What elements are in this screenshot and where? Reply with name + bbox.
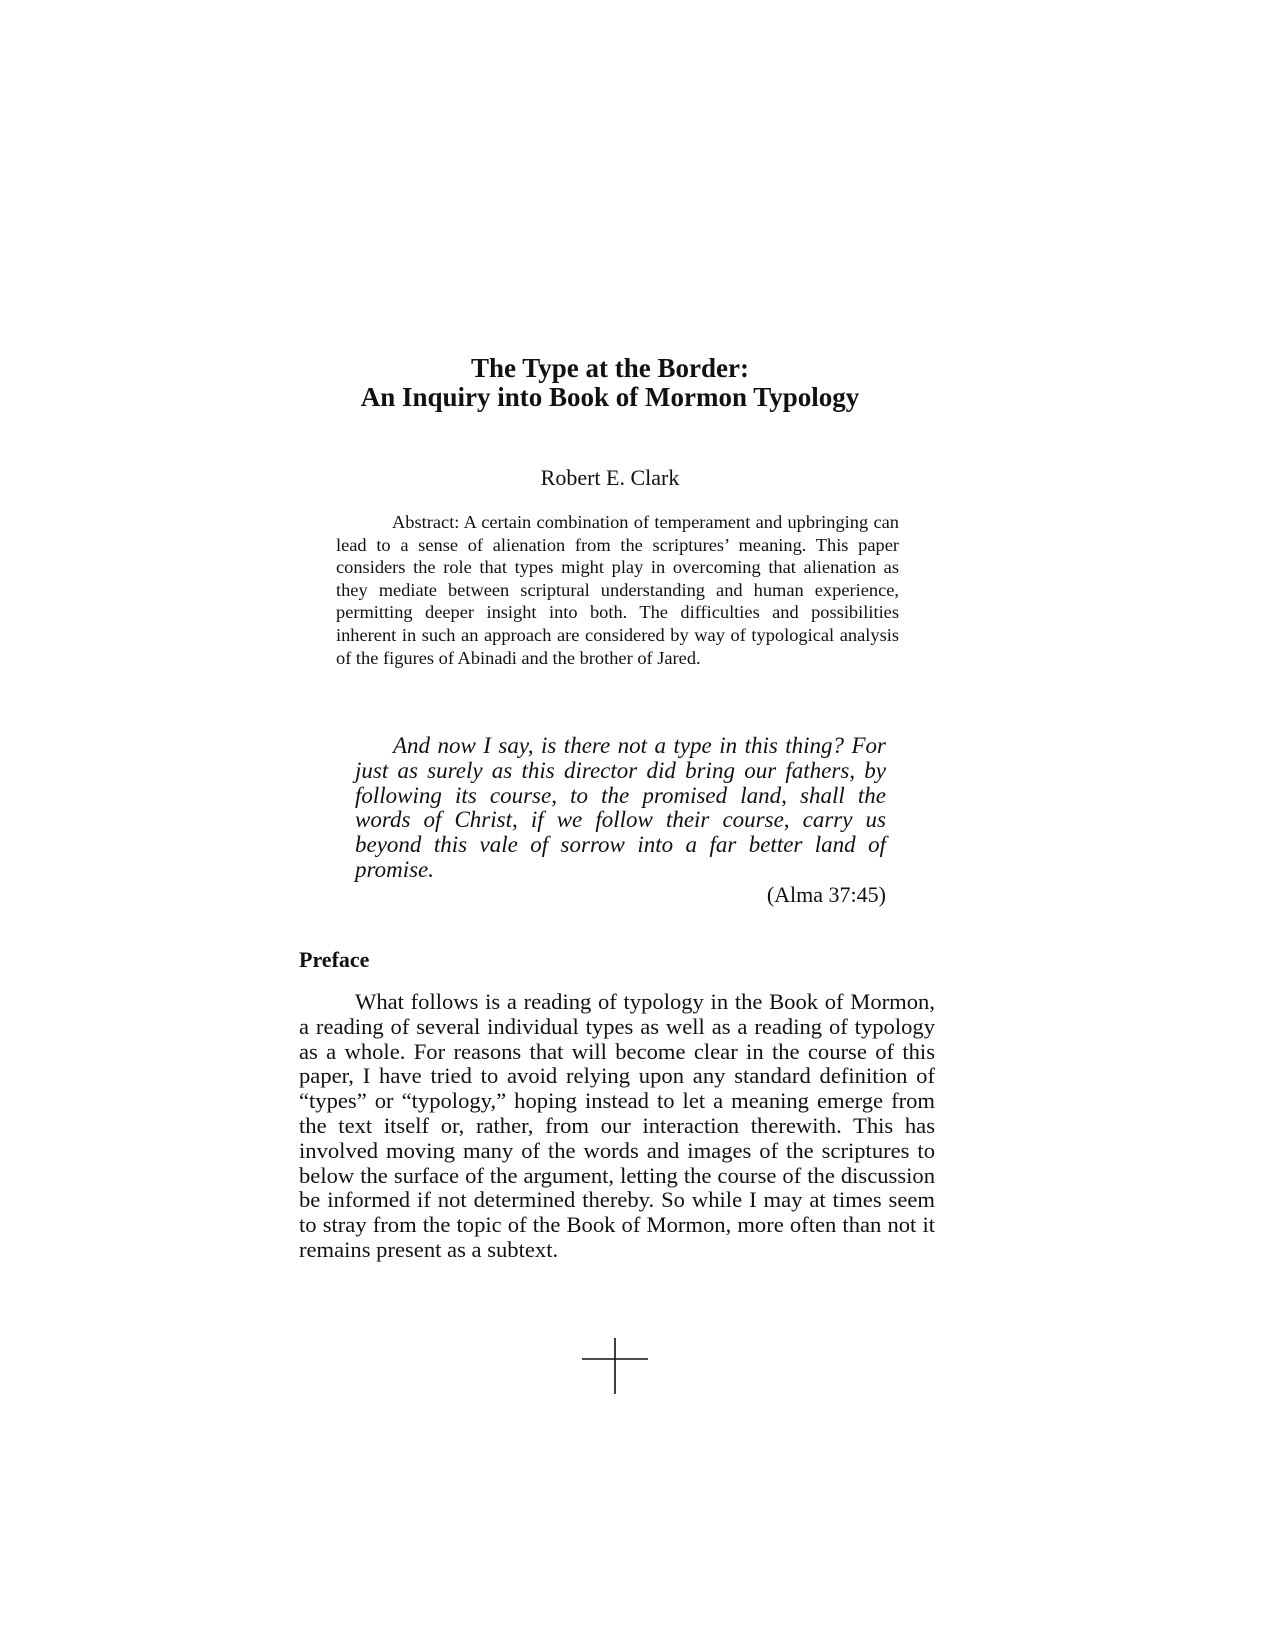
paper-title	[300, 354, 920, 412]
epigraph-quote: And now I say, is there not a type in this thing? For just as surely as this director did bring our fathers, by following its course, to the promised land, shall the words of Christ, if we follow their course, carry us beyond this vale of sorrow into a far better land of promise.	[355, 733, 886, 882]
abstract: Abstract: A certain combination of temperament and upbringing can lead to a sense of alienation from the scriptures’ meaning. This paper considers the role that types might play in overcoming that alienation as they mediate between scriptural understanding and human experience, permitting deeper insight into both. The difficulties and possibilities inherent in such an approach are considered by way of typological analysis of the figures of Abinadi and the brother of Jared.	[336, 512, 899, 668]
section-heading: Preface	[299, 947, 370, 972]
author-name: Robert E. Clark	[540, 465, 680, 490]
crop-mark-icon	[582, 1338, 648, 1394]
epigraph-citation: (Alma 37:45)	[766, 882, 886, 907]
title-line-2: An Inquiry into Book of Mormon Typology	[360, 382, 860, 412]
preface-paragraph: What follows is a reading of typology in the Book of Mormon, a reading of several individual types as well as a reading of typology as a whole. For reasons that will become clear in the course of this paper, I have tried to avoid relying upon any standard definition of “types” or “typology,” hoping instead to let a meaning emerge from the text itself or, rather, from our interaction therewith. This has involved moving many of the words and images of the scriptures to below the surface of the argument, letting the course of the discussion be informed if not determined thereby. So while I may at times seem to stray from the topic of the Book of Mormon, more often than not it remains present as a subtext.	[299, 989, 935, 1262]
title-line-1: The Type at the Border:	[471, 353, 749, 383]
